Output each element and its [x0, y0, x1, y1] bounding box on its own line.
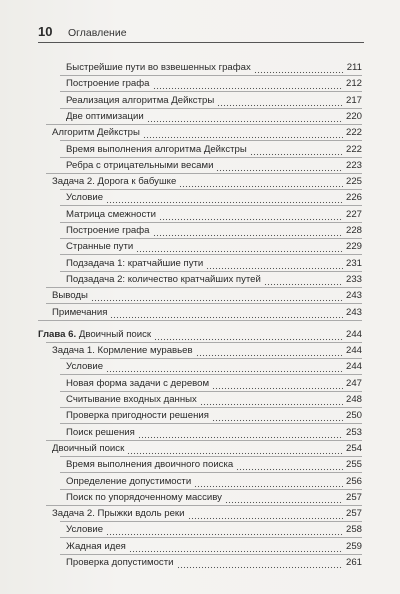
toc-entry-page: 212: [345, 78, 362, 90]
toc-entry-page: 228: [345, 225, 362, 236]
toc-entry-title: Примечания: [52, 306, 108, 318]
header-title: Оглавление: [68, 27, 127, 39]
row-divider: [60, 157, 362, 158]
dot-leader: [153, 225, 343, 237]
dot-leader: [110, 307, 343, 319]
toc-entry[interactable]: [66, 61, 362, 74]
toc-entry[interactable]: [66, 475, 362, 488]
toc-entry[interactable]: [66, 540, 362, 553]
dot-leader: [143, 127, 343, 139]
row-divider: [60, 391, 362, 392]
toc-entry-title: Задача 2. Прыжки вдоль реки: [52, 508, 185, 520]
toc-entry[interactable]: [66, 556, 362, 569]
toc-entry-title: Условие: [66, 192, 104, 204]
toc-entry-title: Две оптимизации: [66, 110, 144, 122]
toc-entry-page: 222: [345, 127, 362, 139]
chapter-label: Глава 6.: [38, 328, 77, 340]
page-number: 10: [38, 24, 53, 39]
toc-entry[interactable]: [66, 393, 362, 406]
row-divider: [60, 140, 362, 141]
toc-entry[interactable]: [52, 126, 362, 139]
toc-entry-page: 258: [345, 524, 362, 536]
row-divider: [60, 254, 362, 255]
toc-entry-page: 256: [345, 475, 362, 487]
row-divider: [46, 124, 362, 125]
row-divider: [38, 320, 362, 321]
row-divider: [60, 423, 362, 424]
toc-entry[interactable]: [66, 523, 362, 536]
toc-entry-title: Считывание входных данных: [66, 394, 197, 405]
toc-entry[interactable]: [66, 273, 362, 286]
toc-entry-title: Задача 1. Кормление муравьев: [52, 345, 193, 357]
header-rule: [38, 42, 364, 43]
toc-entry[interactable]: [66, 426, 362, 439]
toc-entry-page: 261: [345, 557, 362, 568]
toc-entry-page: 244: [345, 345, 362, 357]
dot-leader: [179, 176, 343, 188]
toc-entry-title: Построение графа: [66, 78, 150, 90]
toc-entry-page: 225: [345, 176, 362, 188]
toc-entry-page: 257: [345, 491, 362, 503]
dot-leader: [200, 394, 343, 406]
toc-entry-page: 244: [345, 328, 362, 340]
row-divider: [46, 342, 362, 343]
toc-entry-page: 223: [345, 159, 362, 171]
toc-entry-title: Быстрейшие пути во взвешенных графах: [66, 62, 251, 73]
toc-entry-title: Поиск по упорядоченному массиву: [66, 491, 222, 503]
toc-entry-title: Выводы: [52, 290, 88, 302]
toc-entry[interactable]: [66, 491, 362, 504]
dot-leader: [154, 329, 343, 341]
dot-leader: [217, 95, 343, 107]
toc-entry-page: 254: [345, 442, 362, 454]
toc-entry-title: Задача 2. Дорога к бабушке: [52, 176, 177, 188]
toc-entry[interactable]: [66, 458, 362, 471]
toc-entry[interactable]: [66, 77, 362, 90]
dot-leader: [264, 274, 343, 286]
toc-entry-page: 255: [345, 459, 362, 471]
toc-entry-title: [38, 329, 153, 341]
toc-entry-title: Подзадача 2: количество кратчайших путей: [66, 273, 261, 285]
toc-entry[interactable]: [66, 110, 362, 123]
dot-leader: [254, 62, 344, 74]
toc-entry-title: Поиск решения: [66, 426, 135, 438]
toc-entry[interactable]: [52, 344, 362, 357]
row-divider: [60, 554, 362, 555]
dot-leader: [194, 476, 343, 488]
row-divider: [60, 358, 362, 359]
toc-entry-title: Проверка допустимости: [66, 557, 174, 568]
toc-entry-page: 259: [345, 540, 362, 552]
toc-entry-page: 253: [345, 426, 362, 438]
row-divider: [60, 75, 362, 76]
toc-entry-page: 226: [345, 192, 362, 204]
running-header: [38, 24, 362, 40]
row-divider: [60, 407, 362, 408]
dot-leader: [91, 290, 343, 302]
toc-entry-page: 243: [345, 306, 362, 318]
toc-entry-page: 229: [345, 241, 362, 253]
row-divider: [60, 537, 362, 538]
toc-entry-page: 227: [345, 208, 362, 220]
toc-entry-title: Странные пути: [66, 241, 134, 253]
toc-entry-title: Жадная идея: [66, 540, 126, 552]
toc-entry-title: Определение допустимости: [66, 475, 192, 487]
row-divider: [60, 108, 362, 109]
dot-leader: [206, 258, 343, 270]
dot-leader: [129, 541, 343, 553]
toc-entry[interactable]: [66, 159, 362, 172]
row-divider: [60, 374, 362, 375]
dot-leader: [106, 361, 343, 373]
toc-entry-title: Подзадача 1: кратчайшие пути: [66, 257, 204, 269]
toc-entry[interactable]: [52, 507, 362, 520]
toc-entry-page: 247: [345, 377, 362, 389]
toc-entry-page: 233: [345, 273, 362, 285]
toc-entry-page: 211: [346, 62, 362, 73]
dot-leader: [136, 241, 343, 253]
chapter-title: Двоичный поиск: [76, 328, 152, 340]
row-divider: [46, 303, 362, 304]
row-divider: [60, 222, 362, 223]
dot-leader: [212, 410, 343, 422]
toc-entry[interactable]: [66, 208, 362, 221]
row-divider: [60, 189, 362, 190]
toc-entry-page: 257: [345, 508, 362, 520]
dot-leader: [250, 144, 343, 156]
toc-entry[interactable]: [66, 191, 362, 204]
toc-entry[interactable]: [52, 175, 362, 188]
toc-entry[interactable]: [66, 377, 362, 390]
row-divider: [46, 505, 362, 506]
toc-entry-title: Реализация алгоритма Дейкстры: [66, 94, 215, 106]
dot-leader: [127, 443, 343, 455]
toc-entry[interactable]: [66, 94, 362, 107]
toc-entry-title: Проверка пригодности решения: [66, 410, 209, 422]
toc-entry-page: 250: [345, 410, 362, 422]
row-divider: [60, 472, 362, 473]
dot-leader: [106, 524, 343, 536]
dot-leader: [177, 557, 343, 569]
toc-entry-page: 248: [345, 394, 362, 405]
toc-entry[interactable]: [52, 306, 362, 319]
row-divider: [60, 205, 362, 206]
toc-entry-title: Условие: [66, 361, 104, 373]
toc-entry[interactable]: [52, 289, 362, 302]
row-divider: [46, 440, 362, 441]
toc-entry[interactable]: [38, 328, 362, 341]
dot-leader: [225, 492, 343, 504]
dot-leader: [106, 192, 343, 204]
row-divider: [60, 91, 362, 92]
toc-entry[interactable]: [66, 240, 362, 253]
dot-leader: [236, 459, 343, 471]
toc-entry-page: 244: [345, 361, 362, 373]
toc-entry-page: 222: [345, 143, 362, 155]
toc-entry[interactable]: [66, 360, 362, 373]
toc-entry-page: 220: [345, 110, 362, 122]
dot-leader: [138, 427, 343, 439]
row-divider: [60, 271, 362, 272]
row-divider: [46, 173, 362, 174]
row-divider: [60, 238, 362, 239]
toc-entry-title: Матрица смежности: [66, 208, 157, 220]
dot-leader: [216, 160, 343, 172]
toc-entry-title: Условие: [66, 524, 104, 536]
toc-entry-title: Время выполнения алгоритма Дейкстры: [66, 143, 247, 155]
row-divider: [46, 287, 362, 288]
toc-entry[interactable]: [66, 143, 362, 156]
toc-entry[interactable]: [66, 224, 362, 237]
row-divider: [60, 521, 362, 522]
dot-leader: [196, 345, 343, 357]
toc-entry-title: Ребра с отрицательными весами: [66, 159, 214, 171]
toc-entry[interactable]: [66, 257, 362, 270]
toc-entry-title: Новая форма задачи с деревом: [66, 377, 210, 389]
dot-leader: [188, 508, 343, 520]
toc-entry-title: Алгоритм Дейкстры: [52, 127, 140, 139]
toc-entry-page: 217: [345, 94, 362, 106]
toc-entry[interactable]: [66, 409, 362, 422]
toc-entry-title: Двоичный поиск: [52, 442, 125, 454]
row-divider: [60, 456, 362, 457]
dot-leader: [153, 78, 343, 90]
dot-leader: [147, 111, 343, 123]
toc-entry[interactable]: [52, 442, 362, 455]
toc-entry-page: 231: [345, 257, 362, 269]
toc-entry-title: Построение графа: [66, 225, 150, 236]
toc-entry-title: Время выполнения двоичного поиска: [66, 459, 234, 471]
row-divider: [60, 489, 362, 490]
toc-entry-page: 243: [345, 290, 362, 302]
dot-leader: [212, 378, 343, 390]
dot-leader: [159, 209, 343, 221]
